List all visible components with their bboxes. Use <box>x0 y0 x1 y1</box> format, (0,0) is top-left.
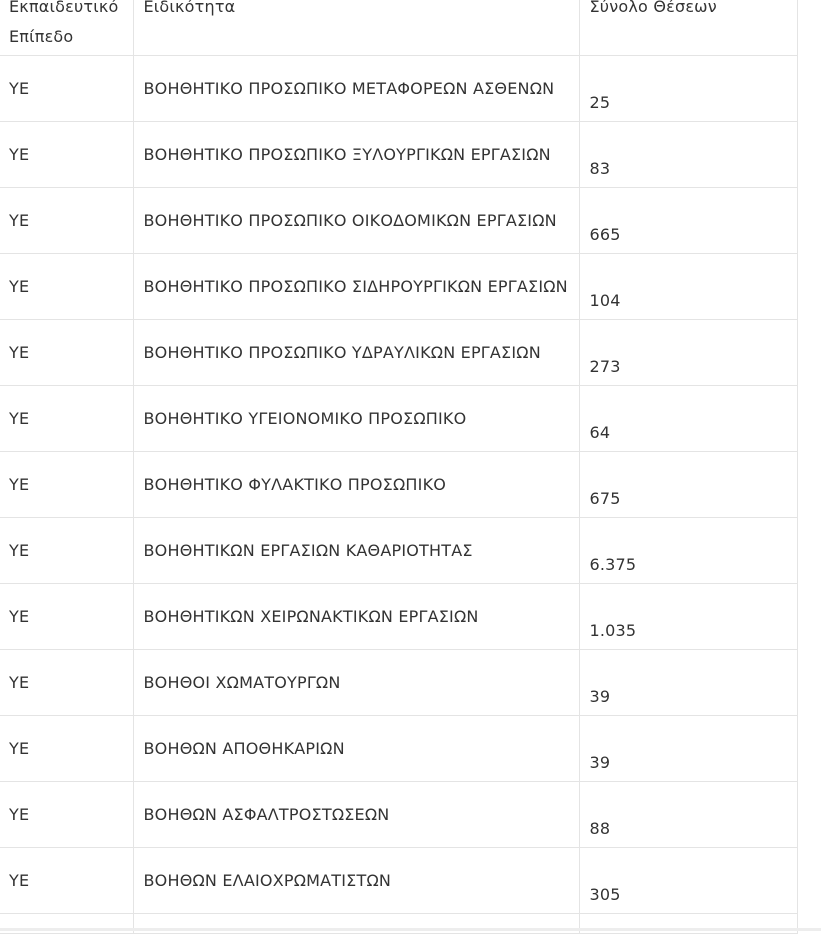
table-row <box>0 782 797 848</box>
cell-level: ΥΕ <box>0 188 133 254</box>
cell-specialty: ΒΟΗΘΩΝ ΑΠΟΘΗΚΑΡΙΩΝ <box>133 716 579 782</box>
cell-total: 1.035 <box>579 584 797 650</box>
cell-specialty: ΒΟΗΘΗΤΙΚΟ ΠΡΟΣΩΠΙΚΟ ΞΥΛΟΥΡΓΙΚΩΝ ΕΡΓΑΣΙΩΝ <box>133 122 579 188</box>
header-level-line1: Εκπαιδευτικό <box>9 0 119 16</box>
cell-specialty: ΒΟΗΘΩΝ ΕΛΑΙΟΧΡΩΜΑΤΙΣΤΩΝ <box>133 848 579 914</box>
cell-specialty: ΒΟΗΘΗΤΙΚΩΝ ΧΕΙΡΩΝΑΚΤΙΚΩΝ ΕΡΓΑΣΙΩΝ <box>133 584 579 650</box>
cell-specialty: ΒΟΗΘΗΤΙΚΩΝ ΕΡΓΑΣΙΩΝ ΚΑΘΑΡΙΟΤΗΤΑΣ <box>133 518 579 584</box>
cell-total: 6.375 <box>579 518 797 584</box>
table-row <box>0 452 797 518</box>
header-level <box>0 0 133 56</box>
cell-level: ΥΕ <box>0 716 133 782</box>
cell-total: 88 <box>579 782 797 848</box>
table-row <box>0 320 797 386</box>
cell-level: ΥΕ <box>0 848 133 914</box>
cell-specialty: ΒΟΗΘΗΤΙΚΟ ΥΓΕΙΟΝΟΜΙΚΟ ΠΡΟΣΩΠΙΚΟ <box>133 386 579 452</box>
cell-level: ΥΕ <box>0 650 133 716</box>
header-total: Σύνολο Θέσεων <box>579 0 797 56</box>
cell-total: 25 <box>579 56 797 122</box>
cell-level: ΥΕ <box>0 452 133 518</box>
table-row <box>0 122 797 188</box>
cell-total: 104 <box>579 254 797 320</box>
cell-total: 64 <box>579 386 797 452</box>
cell-level: ΥΕ <box>0 782 133 848</box>
table-row <box>0 386 797 452</box>
table-header-row <box>0 0 797 56</box>
cell-specialty: ΒΟΗΘΗΤΙΚΟ ΠΡΟΣΩΠΙΚΟ ΜΕΤΑΦΟΡΕΩΝ ΑΣΘΕΝΩΝ <box>133 56 579 122</box>
cell-level: ΥΕ <box>0 56 133 122</box>
cell-specialty: ΒΟΗΘΗΤΙΚΟ ΦΥΛΑΚΤΙΚΟ ΠΡΟΣΩΠΙΚΟ <box>133 452 579 518</box>
table-row <box>0 56 797 122</box>
cell-total: 83 <box>579 122 797 188</box>
cell-total: 665 <box>579 188 797 254</box>
table-row <box>0 848 797 914</box>
cell-total: 675 <box>579 452 797 518</box>
cell-specialty: ΒΟΗΘΗΤΙΚΟ ΠΡΟΣΩΠΙΚΟ ΥΔΡΑΥΛΙΚΩΝ ΕΡΓΑΣΙΩΝ <box>133 320 579 386</box>
cell-total: 39 <box>579 650 797 716</box>
table-row <box>0 254 797 320</box>
cell-level: ΥΕ <box>0 122 133 188</box>
table-row <box>0 518 797 584</box>
cell-level: ΥΕ <box>0 518 133 584</box>
cell-total: 305 <box>579 848 797 914</box>
cell-specialty: ΒΟΗΘΟΙ ΧΩΜΑΤΟΥΡΓΩΝ <box>133 650 579 716</box>
cell-level: ΥΕ <box>0 584 133 650</box>
table-row <box>0 188 797 254</box>
cell-specialty: ΒΟΗΘΗΤΙΚΟ ΠΡΟΣΩΠΙΚΟ ΟΙΚΟΔΟΜΙΚΩΝ ΕΡΓΑΣΙΩΝ <box>133 188 579 254</box>
cell-specialty: ΒΟΗΘΩΝ ΑΣΦΑΛΤΡΟΣΤΩΣΕΩΝ <box>133 782 579 848</box>
table-row <box>0 650 797 716</box>
header-specialty: Ειδικότητα <box>133 0 579 56</box>
cell-level: ΥΕ <box>0 386 133 452</box>
header-level-line2: Επίπεδο <box>9 27 74 46</box>
table-row <box>0 716 797 782</box>
cell-total: 39 <box>579 716 797 782</box>
cell-level: ΥΕ <box>0 320 133 386</box>
cell-level: ΥΕ <box>0 254 133 320</box>
cell-specialty: ΒΟΗΘΗΤΙΚΟ ΠΡΟΣΩΠΙΚΟ ΣΙΔΗΡΟΥΡΓΙΚΩΝ ΕΡΓΑΣΙΩΝ <box>133 254 579 320</box>
table-row <box>0 584 797 650</box>
cell-total: 273 <box>579 320 797 386</box>
